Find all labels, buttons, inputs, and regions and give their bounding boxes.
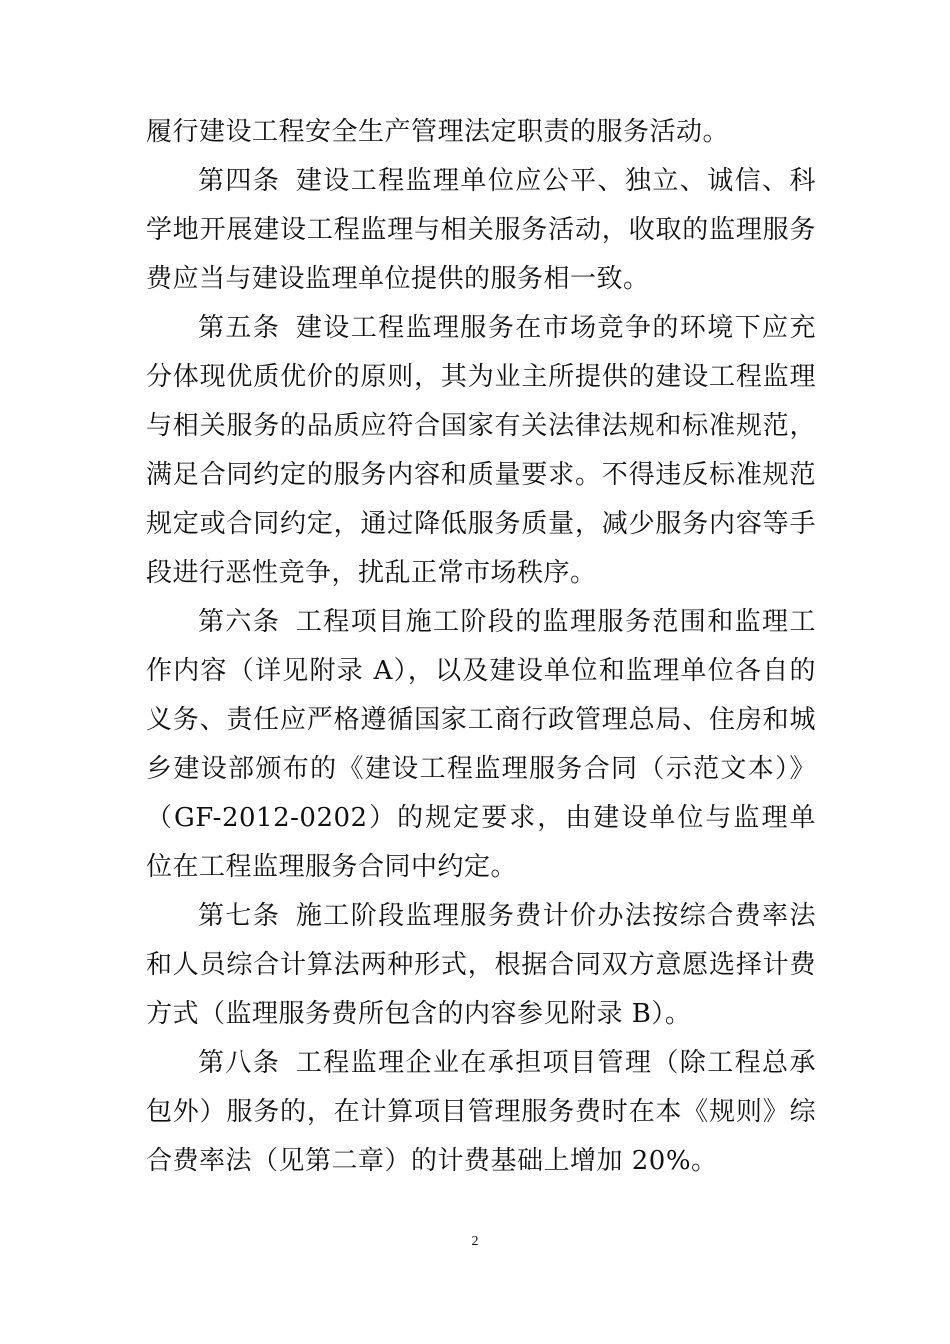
page-number: 2 xyxy=(471,1234,479,1249)
article-text: 施工阶段监理服务费计价办法按综合费率法和人员综合计算法两种形式，根据合同双方意愿选择计费方式（监理服务费所包含的内容参见附录 B）。 xyxy=(146,901,816,1029)
paragraph-continuation xyxy=(146,108,816,157)
article-5 xyxy=(146,304,816,598)
article-7 xyxy=(146,892,816,1039)
document-body xyxy=(146,108,816,1186)
article-text: 建设工程监理服务在市场竞争的环境下应充分体现优质优价的原则，其为业主所提供的建设工程监理与相关服务的品质应符合国家有关法律法规和标准规范，满足合同约定的服务内容和质量要求。不得违反标准规范规定或合同约定，通过降低服务质量，减少服务内容等手段进行恶性竞争，扰乱正常市场秩序。 xyxy=(146,313,816,588)
article-8 xyxy=(146,1039,816,1186)
article-label: 第八条 xyxy=(198,1048,281,1078)
paragraph-text: 履行建设工程安全生产管理法定职责的服务活动。 xyxy=(146,117,730,147)
article-label: 第六条 xyxy=(198,607,281,637)
article-text: 工程监理企业在承担项目管理（除工程总承包外）服务的，在计算项目管理服务费时在本《规则》综合费率法（见第二章）的计费基础上增加 20%。 xyxy=(146,1048,816,1176)
article-label: 第四条 xyxy=(198,166,281,196)
article-text: 工程项目施工阶段的监理服务范围和监理工作内容（详见附录 A），以及建设单位和监理单位各自的义务、责任应严格遵循国家工商行政管理总局、住房和城乡建设部颁布的《建设工程监理服务合同（示范文本）》（GF-2012-0202）的规定要求，由建设单位与监理单位在工程监理服务合同中约定。 xyxy=(146,607,816,882)
article-6 xyxy=(146,598,816,892)
article-label: 第七条 xyxy=(198,901,281,931)
article-label: 第五条 xyxy=(198,313,281,343)
article-4 xyxy=(146,157,816,304)
article-text: 建设工程监理单位应公平、独立、诚信、科学地开展建设工程监理与相关服务活动，收取的监理服务费应当与建设监理单位提供的服务相一致。 xyxy=(146,166,816,294)
